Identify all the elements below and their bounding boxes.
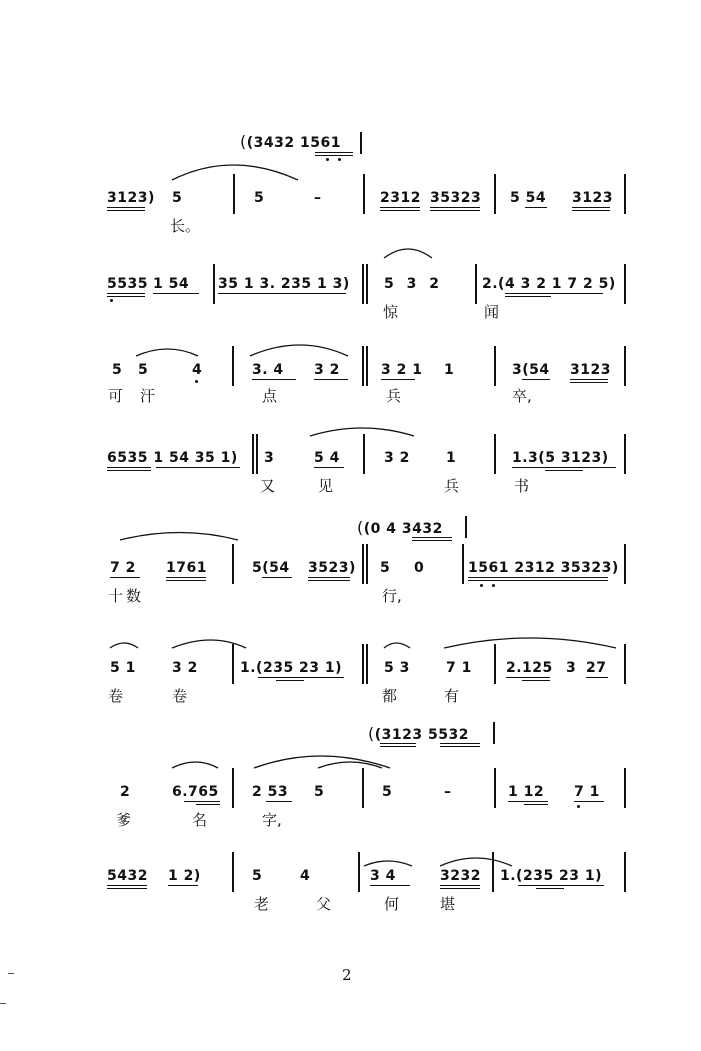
lyric: 都 [382, 687, 398, 705]
dot-below [195, 380, 198, 383]
barline [624, 852, 626, 892]
note-group: 5432 [107, 868, 148, 884]
underline [440, 746, 480, 747]
note-group: 1 12 [508, 784, 545, 800]
lyric: 卷 [108, 687, 124, 705]
note-group: 3 2 [314, 362, 340, 378]
note-group: 35 1 3. 235 1 3) [218, 276, 350, 292]
underline [156, 467, 240, 468]
underline [252, 379, 296, 380]
underline [545, 470, 583, 471]
note-group: 2 53 [252, 784, 289, 800]
note-group: 1.(235 23 1) [240, 660, 343, 676]
barline [362, 544, 364, 584]
barline [252, 434, 254, 474]
underline [276, 680, 304, 681]
underline [107, 207, 145, 208]
underline [314, 467, 344, 468]
lyric: 字, [262, 811, 282, 829]
underline [107, 296, 145, 297]
lyric: 见 [318, 477, 334, 495]
note: 3 [566, 660, 577, 676]
barline [494, 174, 496, 214]
lyric: 老 [254, 895, 270, 913]
note: 1 [446, 450, 457, 466]
underline [430, 207, 480, 208]
barline [366, 644, 368, 684]
note: 5 [138, 362, 149, 378]
barline [232, 852, 234, 892]
barline [462, 544, 464, 584]
underline [468, 577, 608, 578]
underline [380, 743, 416, 744]
underline [522, 379, 550, 380]
note-group: 3 2 [172, 660, 198, 676]
underline [184, 801, 220, 802]
underline [153, 293, 199, 294]
note-group: 3(54 [512, 362, 550, 378]
lyric: 行, [382, 587, 402, 605]
note-group: 5(54 [252, 560, 290, 576]
barline [494, 768, 496, 808]
dot-below [110, 299, 113, 302]
underline [505, 296, 551, 297]
underline [572, 210, 610, 211]
barline [362, 346, 364, 386]
note-group: 3 2 1 [381, 362, 423, 378]
note-group: 2312 [380, 190, 421, 206]
note-group: 1761 [166, 560, 207, 576]
underline [308, 577, 350, 578]
underline [440, 885, 480, 886]
underline [574, 801, 604, 802]
lyric: 书 [514, 477, 530, 495]
barline [624, 768, 626, 808]
lyric: 惊 [383, 303, 399, 321]
barline [494, 434, 496, 474]
barline [362, 768, 364, 808]
underline [381, 379, 415, 380]
underline [570, 379, 608, 380]
underline [107, 467, 151, 468]
note-group: 27 [586, 660, 607, 676]
intro-notes-2: ((0 4 3432 [357, 518, 443, 537]
note-group: 5 3 2 [384, 276, 443, 292]
underline [412, 540, 452, 541]
underline [586, 677, 608, 678]
barline [232, 346, 234, 386]
underline [412, 537, 452, 538]
underline [168, 885, 198, 886]
barline [624, 544, 626, 584]
note: 5 [382, 784, 393, 800]
note-group: 1 54 [153, 276, 190, 292]
note: 5 [172, 190, 183, 206]
lyric: 何 [384, 895, 400, 913]
note-group: 2.(4 3 2 1 7 2 5) [482, 276, 616, 292]
page-number: 2 [342, 966, 352, 984]
underline [107, 293, 145, 294]
underline [262, 577, 292, 578]
lyric: 名 [192, 811, 208, 829]
barline [363, 434, 365, 474]
note-group: 1.3(5 3123) [512, 450, 609, 466]
dot-below [480, 584, 483, 587]
lyric: 可 [108, 387, 124, 405]
barline [213, 264, 215, 304]
underline [308, 580, 350, 581]
lyric: 兵 [386, 387, 402, 405]
barline [363, 174, 365, 214]
underline [380, 746, 416, 747]
underline [370, 885, 410, 886]
dot-below [492, 584, 495, 587]
note-group: 3 2 [384, 450, 410, 466]
dash-note: – [314, 190, 322, 206]
underline [315, 152, 353, 153]
barline [624, 434, 626, 474]
lyric: 十 [108, 587, 124, 605]
note: 5 [380, 560, 391, 576]
underline [315, 155, 353, 156]
barline [624, 174, 626, 214]
note-group: 6.765 [172, 784, 219, 800]
barline [475, 264, 477, 304]
rest: 0 [414, 560, 425, 576]
note-group: 5535 [107, 276, 148, 292]
underline [522, 680, 550, 681]
note: 2 [120, 784, 131, 800]
barline [493, 722, 495, 744]
underline [536, 888, 564, 889]
underline [107, 885, 147, 886]
lyric: 长。 [170, 217, 201, 235]
lyric: 兵 [444, 477, 460, 495]
lyric: 卒, [512, 387, 532, 405]
dot-below [326, 158, 329, 161]
underline [218, 293, 346, 294]
barline [232, 544, 234, 584]
note-group: 3 4 [370, 868, 396, 884]
underline [196, 804, 220, 805]
underline [524, 804, 548, 805]
underline [380, 210, 420, 211]
barline [362, 264, 364, 304]
barline [362, 644, 364, 684]
note: 1 [444, 362, 455, 378]
note: 3 [264, 450, 275, 466]
underline [512, 467, 616, 468]
underline [440, 888, 480, 889]
barline [624, 644, 626, 684]
note-group: 3523) [308, 560, 356, 576]
underline [570, 382, 608, 383]
underline [572, 207, 610, 208]
barline [256, 434, 258, 474]
underline [468, 580, 608, 581]
barline [624, 264, 626, 304]
barline [494, 346, 496, 386]
barline [358, 852, 360, 892]
lyric: 汗 [140, 387, 156, 405]
note: 5 [314, 784, 325, 800]
note-group: 3123 [570, 362, 611, 378]
note-group: 5 3 [384, 660, 410, 676]
note-group: 7 1 [574, 784, 600, 800]
dot-below [577, 805, 580, 808]
note-group: 3123 [572, 190, 613, 206]
underline [107, 888, 147, 889]
lyric: 数 [126, 587, 142, 605]
note: 5 [112, 362, 123, 378]
underline [430, 210, 480, 211]
lyric: 闻 [484, 303, 500, 321]
note-group: 2.125 [506, 660, 553, 676]
barline [366, 544, 368, 584]
note-group: 5 4 [314, 450, 340, 466]
barline [232, 644, 234, 684]
underline [166, 577, 206, 578]
edge-mark [8, 973, 14, 974]
underline [266, 801, 292, 802]
dash-note: – [444, 784, 452, 800]
underline [107, 210, 145, 211]
lyric: 堪 [440, 895, 456, 913]
lyric: 又 [260, 477, 276, 495]
underline [166, 580, 206, 581]
intro-notes-3: ((3123 5532 [368, 724, 469, 743]
note-group: 7 2 [110, 560, 136, 576]
note-group: 35323 [430, 190, 482, 206]
note-group: 3123) [107, 190, 155, 206]
lyric: 卷 [172, 687, 188, 705]
note-group: 5 54 [510, 190, 547, 206]
barline [232, 768, 234, 808]
note-group: 3232 [440, 868, 481, 884]
note-group: 6535 1 54 35 1) [107, 450, 238, 466]
note-group: 5 1 [110, 660, 136, 676]
intro-notes-1: ((3432 1561 [240, 132, 341, 151]
underline [440, 743, 480, 744]
note: 5 [254, 190, 265, 206]
note: 5 [252, 868, 263, 884]
underline [110, 577, 140, 578]
note-group: 1.(235 23 1) [500, 868, 603, 884]
edge-mark [0, 1003, 6, 1004]
underline [314, 379, 348, 380]
note-group: 3. 4 [252, 362, 284, 378]
note-group: 7 1 [446, 660, 472, 676]
underline [525, 207, 547, 208]
barline [465, 516, 467, 538]
barline [233, 174, 235, 214]
dot-below [338, 158, 341, 161]
lyric: 爹 [116, 811, 132, 829]
underline [505, 293, 603, 294]
barline [624, 346, 626, 386]
underline [380, 207, 420, 208]
underline [107, 470, 151, 471]
lyric: 有 [444, 687, 460, 705]
barline [366, 346, 368, 386]
note-group: 1 2) [168, 868, 201, 884]
lyric: 点 [262, 387, 278, 405]
barline [494, 644, 496, 684]
barline [366, 264, 368, 304]
underline [506, 677, 550, 678]
lyric: 父 [316, 895, 332, 913]
underline [258, 677, 344, 678]
barline [360, 132, 362, 154]
note: 4 [300, 868, 311, 884]
note-group: 1561 2312 35323) [468, 560, 619, 576]
underline [518, 885, 604, 886]
barline [492, 852, 494, 892]
underline [508, 801, 548, 802]
note: 4 [192, 362, 203, 378]
